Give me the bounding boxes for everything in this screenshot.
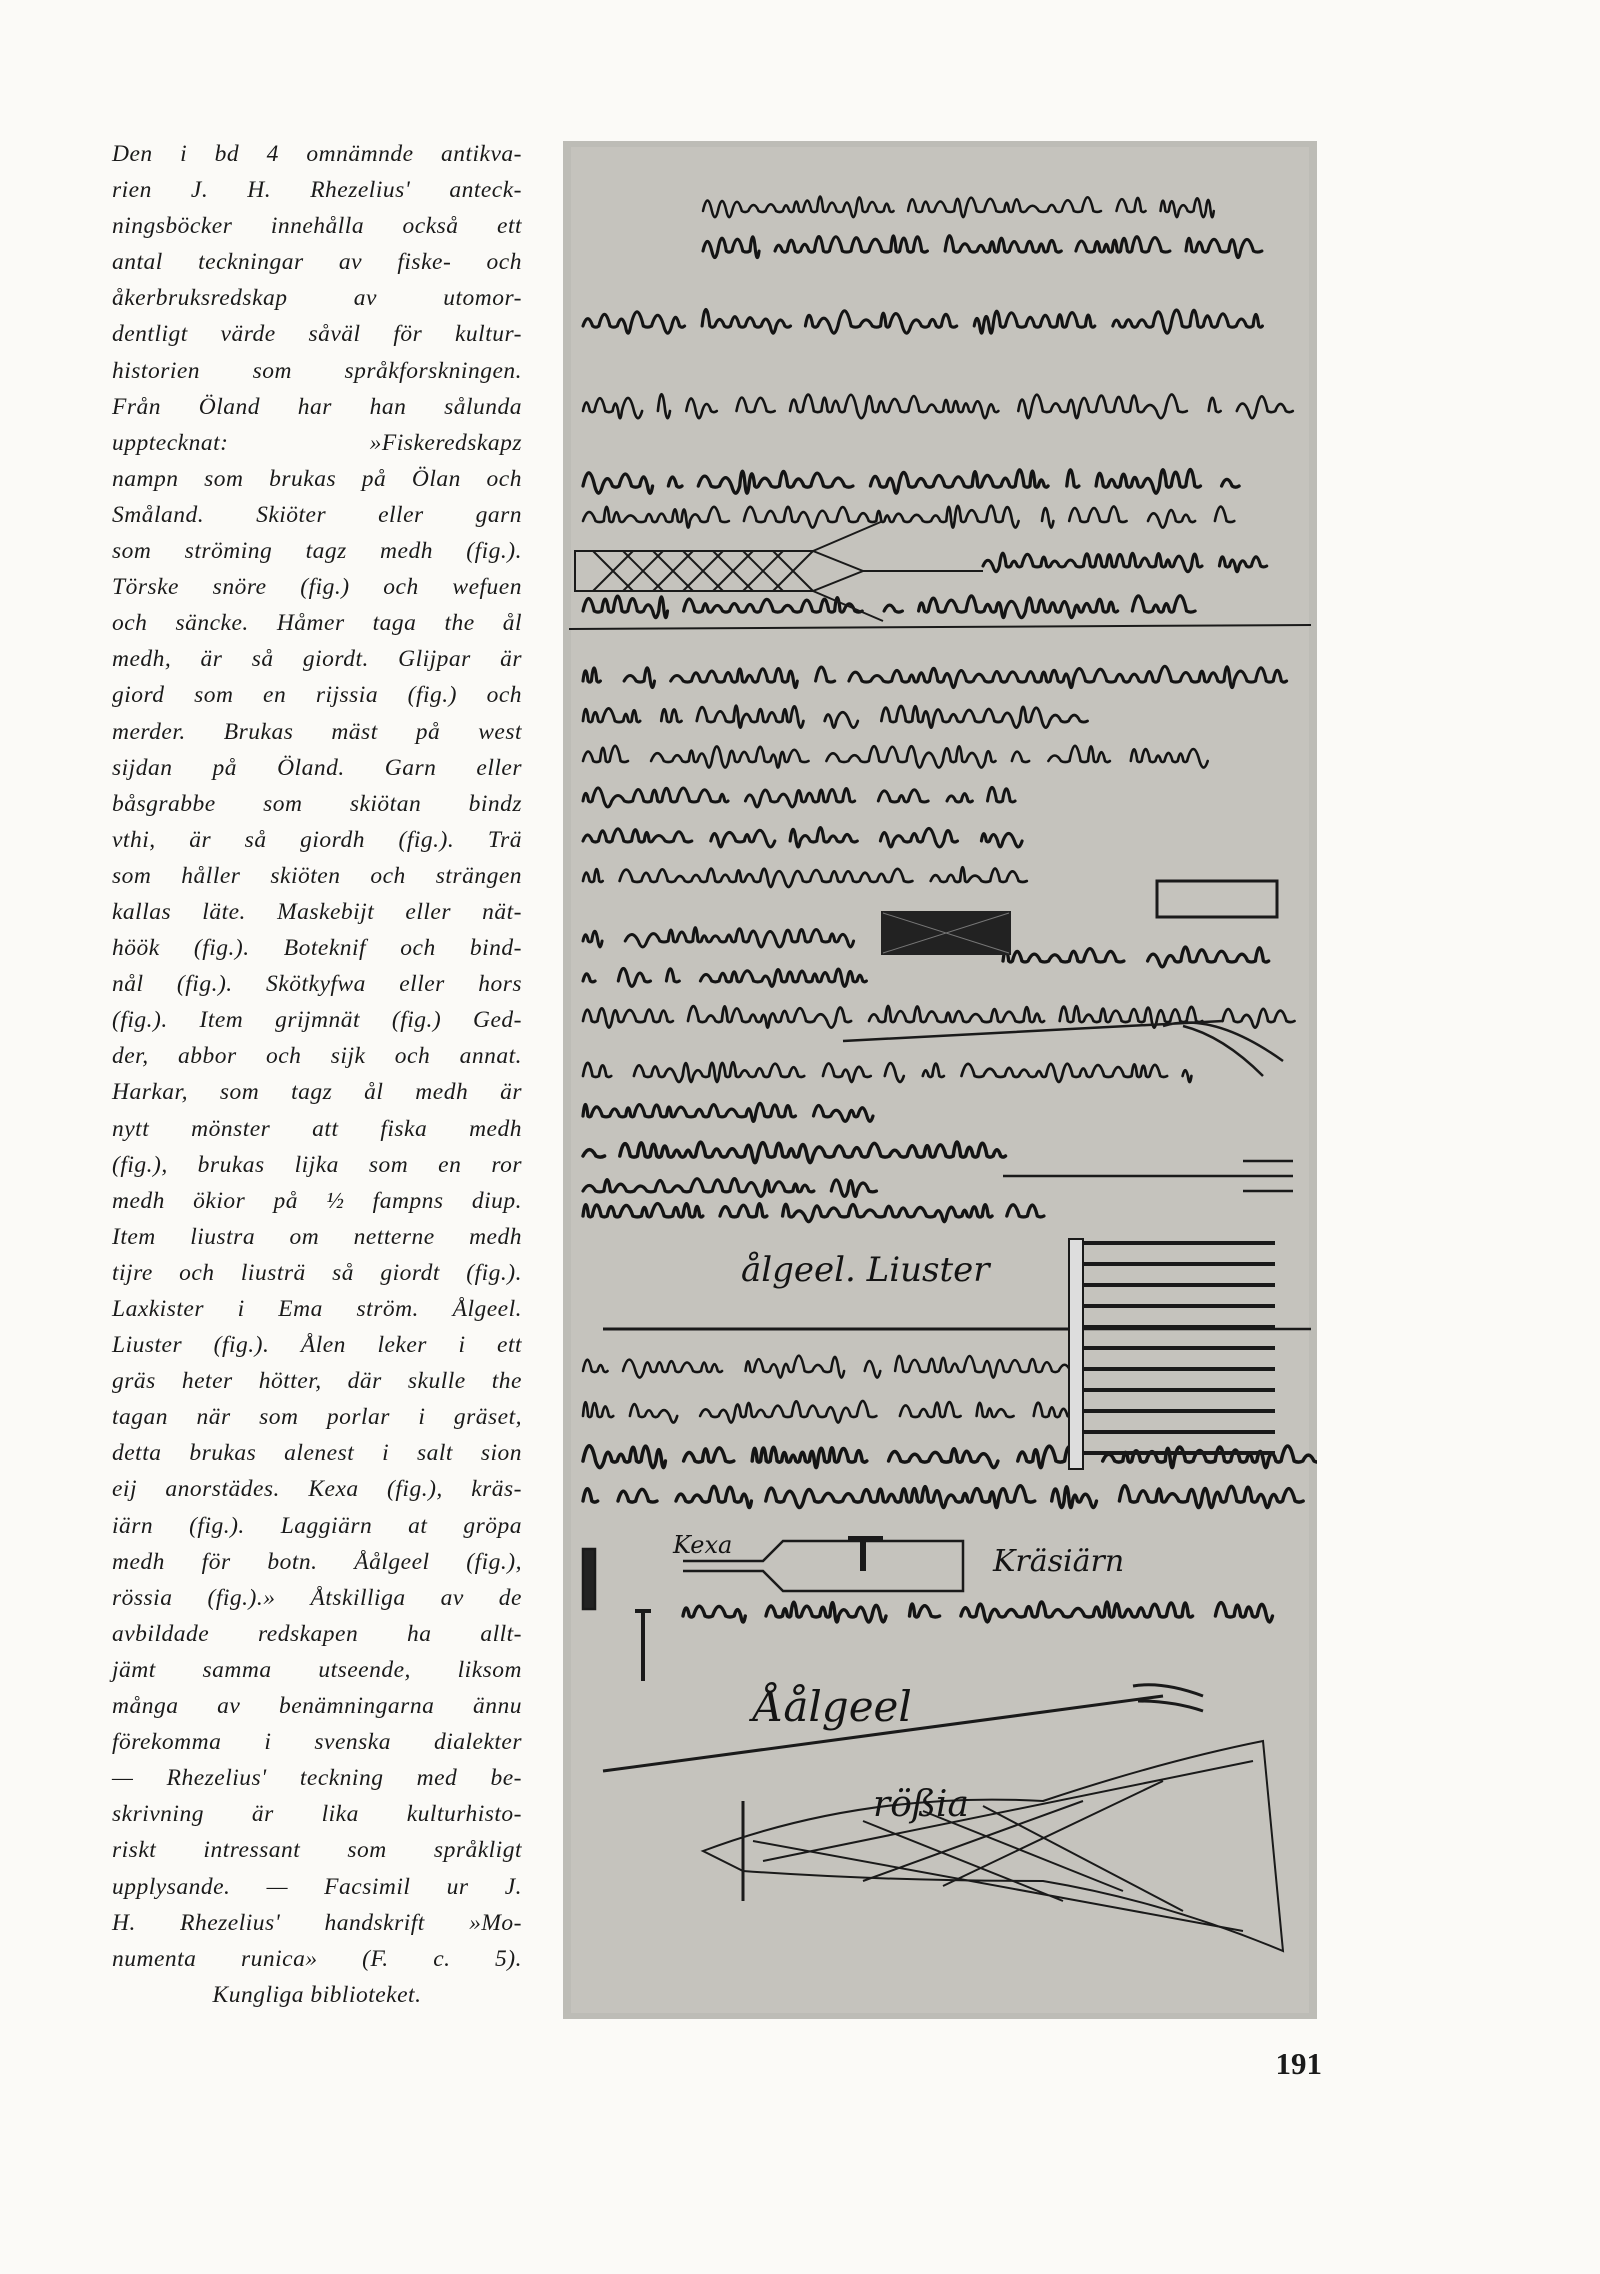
page-number: 191	[1275, 2046, 1322, 2081]
manuscript-facsimile	[563, 141, 1317, 2019]
caption-line: tagan när som porlar i gräset,	[112, 1404, 522, 1431]
algeel-liuster-label: ålgeel. Liuster	[741, 1250, 990, 1290]
caption-line: Småland. Skiöter eller garn	[112, 501, 522, 528]
caption-line: Liuster (fig.). Ålen leker i ett	[112, 1332, 522, 1359]
caption-line: vthi, är så giordh (fig.). Trä	[112, 826, 522, 853]
caption-line: nål (fig.). Skötkyfwa eller hors	[112, 971, 522, 998]
caption-line: dentligt värde såväl för kultur-	[112, 321, 522, 348]
caption-line: kallas läte. Maskebijt eller nät-	[112, 898, 522, 925]
caption-line: giord som en rijssia (fig.) och	[112, 682, 522, 709]
caption-line: numenta runica» (F. c. 5).	[112, 1945, 522, 1972]
rossia-label: rößia	[873, 1784, 969, 1825]
caption-line: Harkar, som tagz ål medh är	[112, 1079, 522, 1106]
krasiarn-label: Kräsiärn	[993, 1544, 1125, 1579]
caption-line: Från Öland har han sålunda	[112, 393, 522, 420]
caption-line: medh, är så giordt. Glijpar är	[112, 646, 522, 673]
grijmnat-net-drawing	[881, 911, 1011, 955]
caption-line: tijre och liusträ så giordt (fig.).	[112, 1259, 522, 1286]
caption-line: historien som språkforskningen.	[112, 357, 522, 384]
caption-line: nampn som brukas på Ölan och	[112, 465, 522, 492]
caption-line: som håller skiöten och strängen	[112, 862, 522, 889]
caption-line: upplysande. — Facsimil ur J.	[112, 1873, 522, 1900]
caption-line: Kungliga biblioteket.	[212, 1981, 422, 2008]
caption-text	[112, 136, 522, 2013]
caption-line: rössia (fig.).» Åtskilliga av de	[112, 1584, 522, 1611]
caption-line: höök (fig.). Boteknif och bind-	[112, 935, 522, 962]
caption-line: jämt samma utseende, liksom	[112, 1656, 522, 1683]
caption-line: gräs heter hötter, där skulle the	[112, 1368, 522, 1395]
caption-line: riskt intressant som språkligt	[112, 1837, 522, 1864]
caption-line: båsgrabbe som skiötan bindz	[112, 790, 522, 817]
caption-line: — Rhezelius' teckning med be-	[112, 1765, 522, 1792]
caption-line: skrivning är lika kulturhisto-	[112, 1801, 522, 1828]
caption-line: Den i bd 4 omnämnde antikva-	[112, 141, 522, 167]
caption-line: sijdan på Öland. Garn eller	[112, 754, 522, 781]
caption-line: åkerbruksredskap av utomor-	[112, 285, 522, 312]
caption-line: rien J. H. Rhezelius' anteck-	[112, 177, 522, 204]
caption-line: merder. Brukas mäst på west	[112, 718, 522, 745]
caption-line: iärn (fig.). Laggiärn at gröpa	[112, 1512, 522, 1539]
caption-line: (fig.), brukas lijka som en ror	[112, 1151, 522, 1178]
caption-line: många av benämningarna ännu	[112, 1693, 522, 1720]
aalgeel-label: Åålgeel	[753, 1682, 912, 1731]
caption-line: och sänckе. Håmer taga the ål	[112, 610, 522, 637]
caption-line: (fig.). Item grijmnät (fig.) Ged-	[112, 1007, 522, 1034]
caption-line: medh för botn. Åålgeel (fig.),	[112, 1548, 522, 1575]
caption-line: förekomma i svenska dialekter	[112, 1729, 522, 1756]
caption-line: medh ökior på ½ fampns diup.	[112, 1187, 522, 1214]
kexa-label: Kexa	[673, 1531, 733, 1559]
caption-line: Laxkister i Ema ström. Ålgeel.	[112, 1296, 522, 1322]
caption-line: H. Rhezelius' handskrift »Mo-	[112, 1909, 522, 1936]
caption-line: Item liustra om netterne medh	[112, 1223, 522, 1250]
caption-line: avbildade redskapen ha allt-	[112, 1620, 522, 1647]
caption-line: nytt mönster att fiska medh	[112, 1115, 522, 1142]
caption-line: Törske snöre (fig.) och wefuen	[112, 574, 522, 601]
caption-line: eij anorstädes. Kexa (fig.), kräs-	[112, 1476, 522, 1503]
caption-line: upptecknat: »Fiskeredskapz	[112, 429, 522, 456]
caption-line: antal teckningar av fiske- och	[112, 249, 522, 276]
caption-line: ningsböcker innehålla också ett	[112, 213, 522, 240]
caption-line: som ströming tagz medh (fig.).	[112, 538, 522, 565]
caption-line: detta brukas alenest i salt sion	[112, 1440, 522, 1467]
caption-line: der, abbor och sijk och annat.	[112, 1043, 522, 1070]
